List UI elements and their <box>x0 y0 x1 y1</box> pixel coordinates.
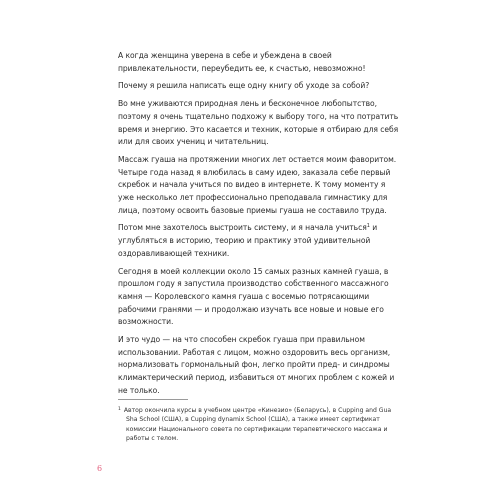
page-number: 6 <box>97 464 103 473</box>
footnote-marker: 1 <box>366 223 370 230</box>
paragraph-text-end: и углубляться в историю, теорию и практику этой удивительной оздоравливающей техники. <box>118 223 378 258</box>
body-text <box>118 50 402 403</box>
paragraph: А когда женщина уверена в себе и убеждена в своей привлекательности, переубедить ее, к счастью, невозможно! <box>118 51 366 73</box>
paragraph-text-start: Потом мне захотелось выстроить систему, и я начала учиться <box>118 223 367 233</box>
paragraph: Во мне уживаются природная лень и бесконечное любопытство, поэтому я очень тщательно подхожу к выбору того, на что потратить время и энергию. Это касается и техник, которые я отбираю для себя или для своих учениц и читательниц. <box>118 99 399 147</box>
paragraph: Сегодня в моей коллекции около 15 самых разных камней гуаша, в прошлом году я запустила производство собственного массажного камня — Королевского камня гуаша с восемью потрясающими рабочими гранями — и продолжаю изучать все новые и новые его возможности. <box>118 266 389 327</box>
footnote-text: Автор окончила курсы в учебном центре «Кинезио» (Беларусь), в Cupping and Gua Sha School (США), в Cupping dynamix School (США), а также имеет сертификат комиссии Национального совета по сертификации терапевтического массажа и работы с телом. <box>123 407 392 443</box>
paragraph: Почему я решила написать еще одну книгу об уходе за собой? <box>118 81 370 91</box>
paragraph: И это чудо — на что способен скребок гуаша при правильном использовании. Работая с лицом, можно оздоровить весь организм, нормализовать гормональный фон, легко пройти пред- и синдромы климактерический период, избавиться от многих проблем с кожей и не только. <box>118 335 395 395</box>
footnote-number: 1 <box>118 407 121 412</box>
footnote-divider <box>118 399 188 400</box>
footnote-section <box>118 399 402 444</box>
paragraph-with-footnote <box>118 222 402 260</box>
paragraph: Массаж гуаша на протяжении многих лет остается моим фаворитом. Четыре года назад я влюбилась в саму идею, заказала себе первый скребок и начала учиться по видео в интернете. К тому моменту я уже несколько лет профессионально преподавала гимнастику для лица, поэтому освоить базовые приемы гуаша не составило труда. <box>118 154 397 215</box>
footnote <box>118 406 402 444</box>
